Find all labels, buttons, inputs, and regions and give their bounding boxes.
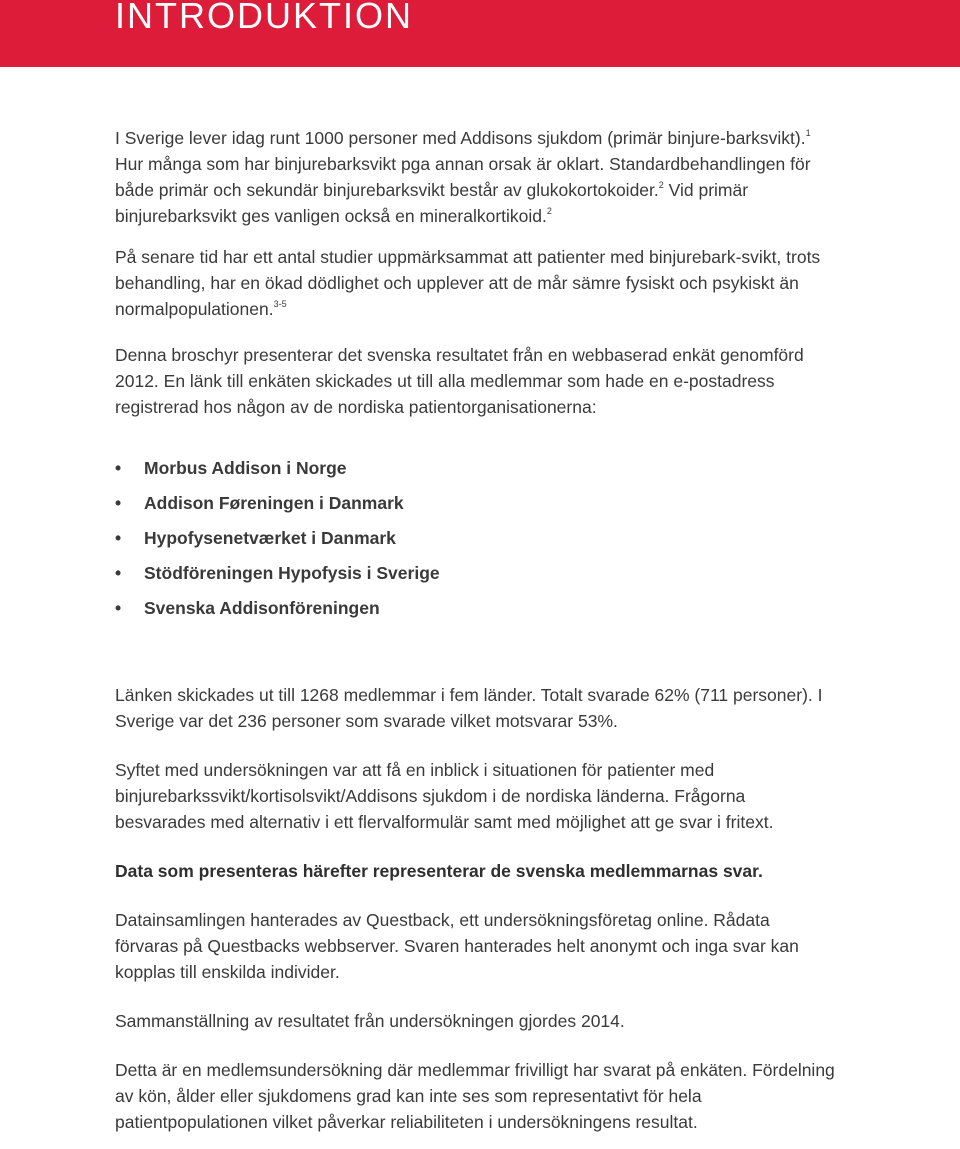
intro-paragraph bbox=[115, 125, 835, 229]
list-item bbox=[115, 455, 835, 490]
purpose-paragraph: Syftet med undersökningen var att få en inblick i situationen för patienter med binjurebarkssvikt/kortisolsvikt/Addisons sjukdom i de nordiska länderna. Frågorna besvarades med alternativ i ett flervalformulär samt med möjlighet att ge svar i fritext. bbox=[115, 760, 774, 832]
list-item bbox=[115, 595, 835, 630]
disclaimer-paragraph: Detta är en medlemsundersökning där medlemmar frivilligt har svarat på enkäten. Fördelning av kön, ålder eller sjukdomens grad kan inte ses som representativt för hela patientpopulationen vilket påverkar reliabiliteten i undersökningens resultat. bbox=[115, 1060, 835, 1132]
collection-paragraph: Datainsamlingen hanterades av Questback, ett undersökningsföretag online. Rådata förvaras på Questbacks webbserver. Svaren hanterades helt anonymt och inga svar kan kopplas till enskilda individer. bbox=[115, 910, 799, 982]
intro-text-c: Vid primär binjurebarksvikt ges vanligen också en mineralkortikoid. bbox=[115, 180, 749, 226]
survey-paragraph: Denna broschyr presenterar det svenska resultatet från en webbaserad enkät genomförd 2012. En länk till enkäten skickades ut till alla medlemmar som hade en e-postadress registrerad hos någon av de nordiska patientorganisationerna: bbox=[115, 345, 804, 417]
intro-text-b: Hur många som har binjurebarksvikt pga annan orsak är oklart. Standardbehandlingen för både primär och sekundär binjurebarksvikt består av glukokortokoider. bbox=[115, 154, 811, 200]
data-note-paragraph: Data som presenteras härefter representerar de svenska medlemmarnas svar. bbox=[115, 861, 763, 881]
list-item bbox=[115, 525, 835, 560]
organization-name: Svenska Addisonföreningen bbox=[144, 598, 380, 618]
bullet-icon: • bbox=[115, 458, 122, 478]
organization-name: Addison Føreningen i Danmark bbox=[144, 493, 404, 513]
list-item bbox=[115, 560, 835, 595]
response-paragraph: Länken skickades ut till 1268 medlemmar i fem länder. Totalt svarade 62% (711 personer). I Sverige var det 236 personer som svarade vilket motsvarar 53%. bbox=[115, 685, 823, 731]
studies-text: På senare tid har ett antal studier uppmärksammat att patienter med binjurebark-svikt, trots behandling, har en ökad dödlighet och upplever att de mår sämre fysiskt och psykiskt än normalpopulationen. bbox=[115, 247, 821, 319]
bullet-icon: • bbox=[115, 528, 122, 548]
bullet-icon: • bbox=[115, 598, 122, 618]
header-bar bbox=[0, 0, 960, 67]
compilation-paragraph: Sammanställning av resultatet från undersökningen gjordes 2014. bbox=[115, 1011, 625, 1031]
list-item bbox=[115, 490, 835, 525]
footnote-ref: 3-5 bbox=[273, 299, 287, 309]
body-content bbox=[115, 125, 835, 1135]
bullet-icon: • bbox=[115, 493, 122, 513]
page-title: INTRODUKTION bbox=[115, 0, 413, 36]
intro-text-a: I Sverige lever idag runt 1000 personer med Addisons sjukdom (primär binjure-barksvikt). bbox=[115, 128, 806, 148]
organization-name: Morbus Addison i Norge bbox=[144, 458, 347, 478]
footnote-ref: 1 bbox=[805, 128, 811, 138]
organization-name: Stödföreningen Hypofysis i Sverige bbox=[144, 563, 440, 583]
footnote-ref: 2 bbox=[546, 206, 552, 216]
studies-paragraph bbox=[115, 244, 835, 322]
footnote-ref: 2 bbox=[658, 180, 664, 190]
organization-list bbox=[115, 455, 835, 630]
bullet-icon: • bbox=[115, 563, 122, 583]
organization-name: Hypofysenetværket i Danmark bbox=[144, 528, 396, 548]
